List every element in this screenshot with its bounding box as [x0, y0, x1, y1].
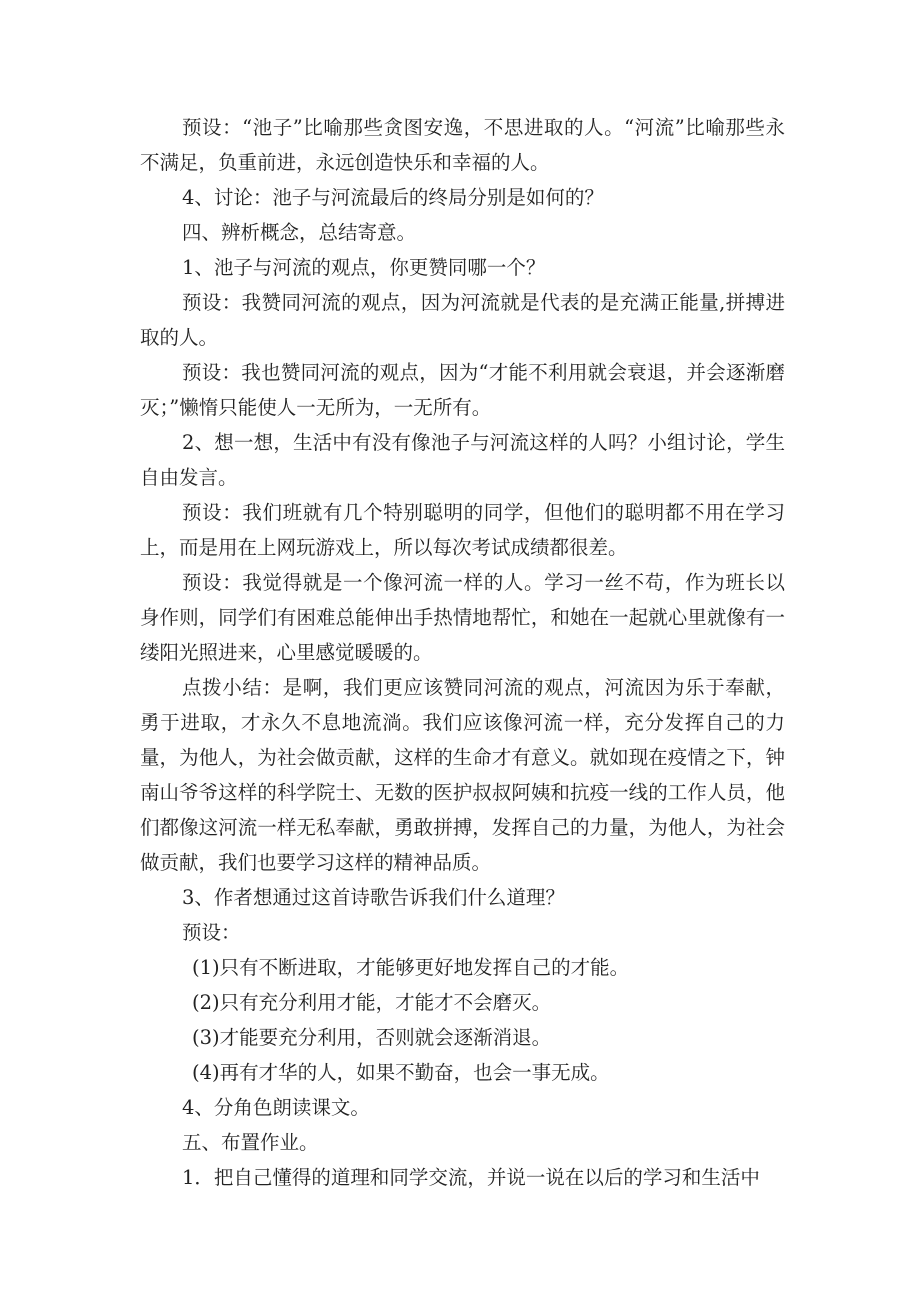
paragraph-17: 4、分角色朗读课文。 — [182, 1096, 370, 1119]
paragraph-9: 预设：我觉得就是一个像河流一样的人。学习一丝不苟，作为班长以身作则，同学们有困难总能伸出手热情地帮忙，和她在一起就心里就像有一缕阳光照进来，心里感觉暖暖的。 — [140, 571, 785, 664]
section-heading-5: 五、布置作业。 — [182, 1131, 319, 1154]
paragraph-5: 预设：我赞同河流的观点，因为河流就是代表的是充满正能量,拼搏进取的人。 — [140, 291, 785, 349]
document-body — [140, 110, 785, 1195]
paragraph-7: 2、想一想，生活中有没有像池子与河流这样的人吗？小组讨论，学生自由发言。 — [140, 431, 785, 489]
paragraph-2: 4、讨论：池子与河流最后的终局分别是如何的？ — [182, 186, 604, 209]
paragraph-4: 1、池子与河流的观点，你更赞同哪一个？ — [182, 256, 546, 279]
paragraph-1: 预设：“池子”比喻那些贪图安逸，不思进取的人。“河流”比喻那些永不满足，负重前进，永远创造快乐和幸福的人。 — [140, 116, 785, 174]
paragraph-11: 3、作者想通过这首诗歌告诉我们什么道理？ — [182, 886, 565, 909]
list-item-2: (2)只有充分利用才能，才能才不会磨灭。 — [192, 991, 552, 1014]
list-item-3: (3)才能要充分利用，否则就会逐渐消退。 — [192, 1026, 552, 1049]
paragraph-8: 预设：我们班就有几个特别聪明的同学，但他们的聪明都不用在学习上，而是用在上网玩游戏上，所以每次考试成绩都很差。 — [140, 501, 785, 559]
section-heading-4: 四、辨析概念，总结寄意。 — [182, 221, 417, 244]
paragraph-6: 预设：我也赞同河流的观点，因为“才能不利用就会衰退，并会逐渐磨灭；”懒惰只能使人一无所为，一无所有。 — [140, 361, 785, 419]
list-item-1: (1)只有不断进取，才能够更好地发挥自己的才能。 — [192, 956, 630, 979]
list-item-4: (4)再有才华的人，如果不勤奋，也会一事无成。 — [192, 1061, 610, 1084]
paragraph-10: 点拨小结：是啊，我们更应该赞同河流的观点，河流因为乐于奉献，勇于进取，才永久不息地流淌。我们应该像河流一样，充分发挥自己的力量，为他人，为社会做贡献，这样的生命才有意义。就如现在疫情之下，钟南山爷爷这样的科学院士、无数的医护叔叔阿姨和抗疫一线的工作人员，他们都像这河流一样无私奉献，勇敢拼搏，发挥自己的力量，为他人，为社会做贡献，我们也要学习这样的精神品质。 — [140, 676, 785, 874]
paragraph-19: 1．把自己懂得的道理和同学交流，并说一说在以后的学习和生活中 — [182, 1166, 760, 1189]
paragraph-12: 预设： — [182, 921, 241, 944]
